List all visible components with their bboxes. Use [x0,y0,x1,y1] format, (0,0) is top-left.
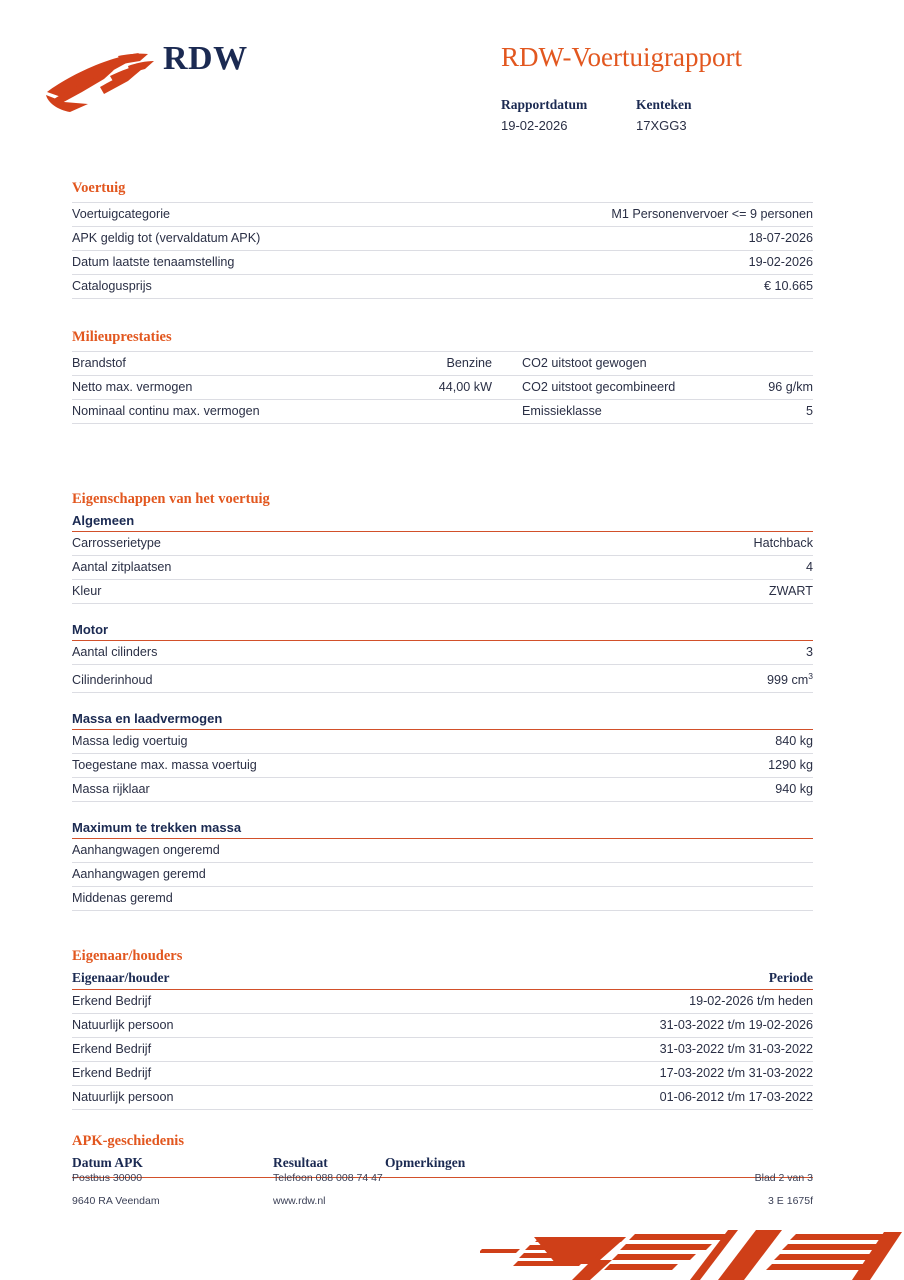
row-label: Aanhangwagen geremd [72,863,443,887]
footer-form-code: 3 E 1675f [768,1195,813,1207]
owner-row [72,990,813,1014]
owner-row [72,1086,813,1110]
table-row [72,887,813,911]
row-label: Catalogusprijs [72,275,443,299]
row-value: 18-07-2026 [443,227,814,251]
owner-period: 31-03-2022 t/m 31-03-2022 [443,1038,814,1062]
row-label-left: Brandstof [72,352,287,376]
owner-row [72,1062,813,1086]
row-value-left [287,400,504,424]
row-label-right: Emissieklasse [504,400,689,424]
table-row [72,641,813,665]
owner-period: 01-06-2012 t/m 17-03-2022 [443,1086,814,1110]
row-value: M1 Personenvervoer <= 9 personen [443,203,814,227]
section-title-eigenschappen: Eigenschappen van het voertuig [72,491,270,507]
column-header-apk-result: Resultaat [273,1155,328,1170]
row-label: Carrosserietype [72,532,443,556]
row-value [443,839,814,863]
section-title-apk: APK-geschiedenis [72,1133,184,1149]
row-value-left: 44,00 kW [287,376,504,400]
section-title-eigenaren: Eigenaar/houders [72,948,183,964]
owner-period: 17-03-2022 t/m 31-03-2022 [443,1062,814,1086]
eigenschappen-table [72,730,813,802]
table-row [72,556,813,580]
column-header-owner: Eigenaar/houder [72,970,170,985]
row-value-right [689,352,813,376]
footer-telephone: Telefoon 088 008 74 47 [273,1172,383,1184]
footer-row-2 [72,1195,813,1218]
row-value: 999 $cm^3$ [443,665,814,693]
rdw-speed-stripes-graphic-icon [480,1216,904,1280]
table-row [72,203,813,227]
subsection-title: Massa en laadvermogen [72,711,223,727]
row-label: Massa rijklaar [72,778,443,802]
owner-name: Erkend Bedrijf [72,990,443,1014]
table-row [72,778,813,802]
section-title-voertuig: Voertuig [72,180,126,196]
owner-name: Erkend Bedrijf [72,1062,443,1086]
row-label-left: Netto max. vermogen [72,376,287,400]
page-title: RDW-Voertuigrapport [501,42,742,72]
eigenschappen-table [72,532,813,604]
subsection-title: Maximum te trekken massa [72,820,242,836]
row-value: 19-02-2026 [443,251,814,275]
table-row [72,580,813,604]
brand-wordmark: RDW [163,40,248,77]
owner-row [72,1038,813,1062]
section-title-milieu: Milieuprestaties [72,329,172,345]
voertuig-table [72,202,813,299]
column-header-period: Periode [768,970,813,985]
row-label: Toegestane max. massa voertuig [72,754,443,778]
table-row [72,730,813,754]
row-value: 840 kg [443,730,814,754]
section-milieuprestaties [72,329,813,424]
table-row [72,665,813,693]
eigenaren-table [72,990,813,1110]
eigenschappen-group [72,622,813,693]
row-value [443,887,814,911]
eigenschappen-table [72,839,813,911]
table-row [72,275,813,299]
plate-value: 17XGG3 [636,118,687,133]
row-label: Aanhangwagen ongeremd [72,839,443,863]
row-value-left: Benzine [287,352,504,376]
row-value [443,863,814,887]
row-label: Aantal cilinders [72,641,443,665]
row-value: 3 [443,641,814,665]
row-label: Massa ledig voertuig [72,730,443,754]
eigenaren-column-headers [72,970,813,989]
row-label-left: Nominaal continu max. vermogen [72,400,287,424]
report-date-label: Rapportdatum [501,97,588,112]
column-header-apk-remarks: Opmerkingen [385,1155,466,1170]
eigenschappen-table [72,641,813,693]
table-row [72,532,813,556]
owner-name: Natuurlijk persoon [72,1086,443,1110]
row-label: Kleur [72,580,443,604]
row-label: Middenas geremd [72,887,443,911]
row-value: 4 [443,556,814,580]
table-row [72,863,813,887]
row-value-right: 5 [689,400,813,424]
row-label: Voertuigcategorie [72,203,443,227]
superscript: 3 [808,671,813,681]
table-row [72,227,813,251]
row-value-right: 96 g/km [689,376,813,400]
section-eigenaren [72,948,813,1110]
table-row [72,251,813,275]
table-row [72,839,813,863]
footer-city: 9640 RA Veendam [72,1195,160,1207]
row-value: € 10.665 [443,275,814,299]
owner-period: 31-03-2022 t/m 19-02-2026 [443,1014,814,1038]
row-value: ZWART [443,580,814,604]
milieu-table [72,351,813,424]
table-row [72,754,813,778]
owner-name: Natuurlijk persoon [72,1014,443,1038]
footer-row-1 [72,1172,813,1195]
subsection-title: Algemeen [72,513,135,528]
row-label: Datum laatste tenaamstelling [72,251,443,275]
subsection-title: Motor [72,622,109,637]
row-label: Cilinderinhoud [72,665,443,693]
row-value: 1290 kg [443,754,814,778]
rdw-arrow-logo-icon [44,52,168,114]
eigenschappen-group [72,820,813,911]
row-label-right: CO2 uitstoot gewogen [504,352,689,376]
table-row [72,376,813,400]
table-row [72,352,813,376]
document-header [0,0,904,150]
report-date-value: 19-02-2026 [501,118,568,133]
plate-label: Kenteken [636,97,692,112]
owner-name: Erkend Bedrijf [72,1038,443,1062]
table-row [72,400,813,424]
row-label: APK geldig tot (vervaldatum APK) [72,227,443,251]
section-eigenschappen [72,491,813,911]
row-label: Aantal zitplaatsen [72,556,443,580]
owner-row [72,1014,813,1038]
owner-period: 19-02-2026 t/m heden [443,990,814,1014]
document-footer [72,1172,813,1218]
eigenschappen-group [72,513,813,604]
footer-website[interactable]: www.rdw.nl [273,1195,326,1207]
row-value: Hatchback [443,532,814,556]
footer-postbus: Postbus 30000 [72,1172,143,1184]
footer-page-number: Blad 2 van 3 [754,1172,813,1184]
plate-block [636,97,692,133]
section-voertuig [72,180,813,299]
eigenschappen-group [72,711,813,802]
column-header-apk-date: Datum APK [72,1155,143,1170]
row-label-right: CO2 uitstoot gecombineerd [504,376,689,400]
report-date-block [501,97,587,133]
row-value: 940 kg [443,778,814,802]
